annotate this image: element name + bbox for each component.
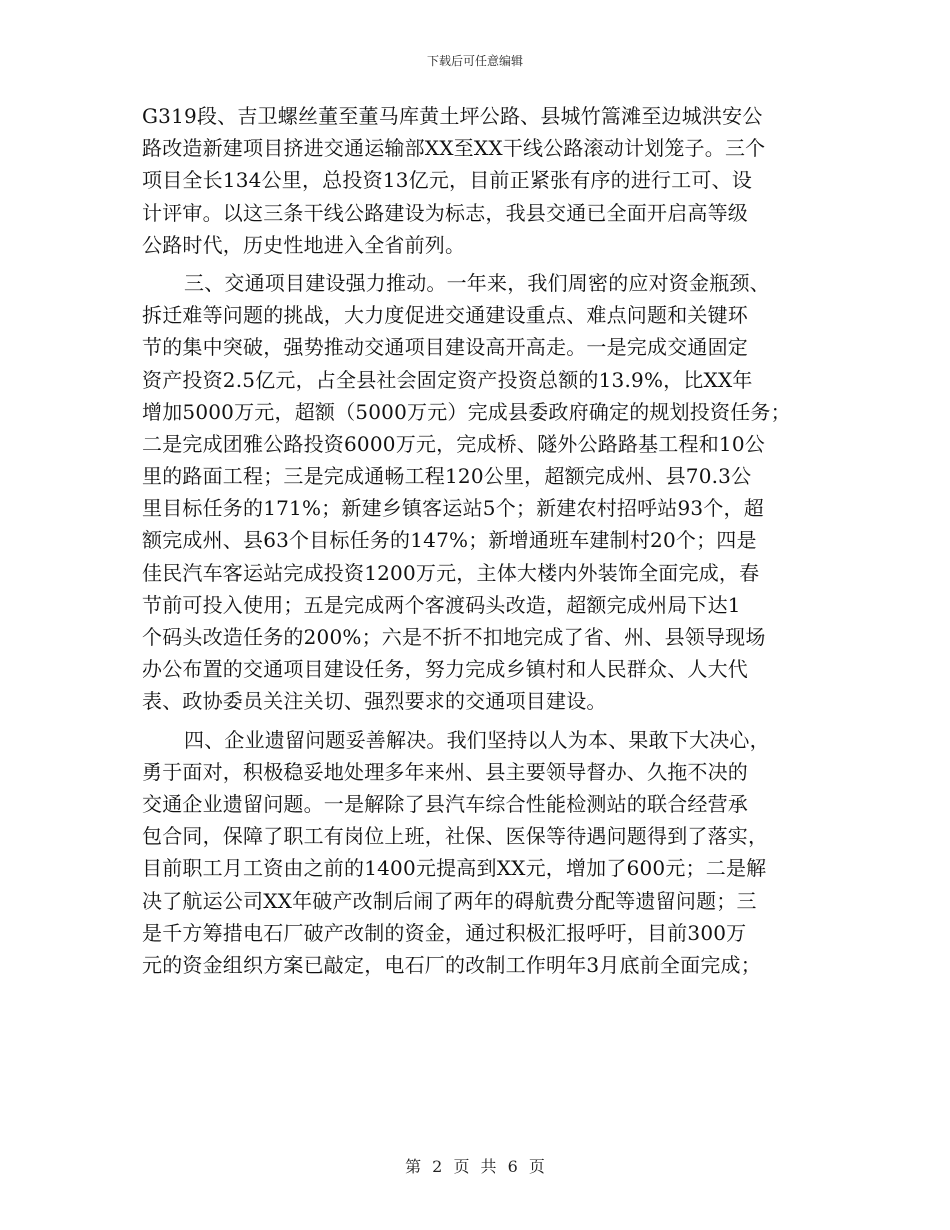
text-line: 元的资金组织方案已敲定，电石厂的改制工作明年3月底前全面完成； (142, 952, 761, 977)
page-number-footer: 第 2 页 共 6 页 (405, 1157, 545, 1176)
text-line: 计评审。以这三条干线公路建设为标志，我县交通已全面开启高等级 (142, 200, 748, 225)
text-line: 二是完成团雅公路投资6000万元，完成桥、隧外公路路基工程和10公 (142, 431, 765, 456)
text-line: 路改造新建项目挤进交通运输部XX至XX干线公路滚动计划笼子。三个 (142, 136, 766, 161)
text-line: 佳民汽车客运站完成投资1200万元，主体大楼内外装饰全面完成，春 (142, 560, 760, 585)
text-line: 个码头改造任务的200%；六是不折不扣地完成了省、州、县领导现场 (142, 625, 766, 649)
text-line: G319段、吉卫螺丝董至董马库黄土坪公路、县城竹篙滩至边城洪安公 (142, 104, 763, 128)
text-line: 勇于面对，积极稳妥地处理多年来州、县主要领导督办、久拖不决的 (142, 759, 748, 784)
text-line: 拆迁难等问题的挑战，大力度促进交通建设重点、难点问题和关键环 (142, 303, 748, 328)
text-line: 项目全长134公里，总投资13亿元，目前正紧张有序的进行工可、设 (142, 168, 753, 193)
text-line: 里目标任务的171%；新建乡镇客运站5个；新建农村招呼站93个，超 (142, 496, 764, 521)
text-line: 是千方筹措电石厂破产改制的资金，通过积极汇报呼吁，目前300万 (142, 920, 747, 945)
paragraph-start-line: 三、交通项目建设强力推动。一年来，我们周密的应对资金瓶颈、 (184, 270, 770, 295)
text-line: 增加5000万元，超额（5000万元）完成县委政府确定的规划投资任务； (142, 399, 791, 424)
text-line: 额完成州、县63个目标任务的147%；新增通班车建制村20个；四是 (142, 528, 757, 553)
text-line: 包合同，保障了职工有岗位上班，社保、医保等待遇问题得到了落实， (142, 824, 769, 849)
text-line: 资产投资2.5亿元，占全县社会固定资产投资总额的13.9%，比XX年 (142, 367, 753, 392)
text-line: 节前可投入使用；五是完成两个客渡码头改造，超额完成州局下达1 (142, 592, 741, 617)
page-header-note: 下载后可任意编辑 (426, 54, 523, 68)
text-line: 决了航运公司XX年破产改制后闹了两年的碍航费分配等遗留问题；三 (142, 888, 757, 913)
text-line: 办公布置的交通项目建设任务，努力完成乡镇村和人民群众、人大代 (142, 657, 748, 682)
document-body (142, 100, 812, 981)
text-line: 公路时代，历史性地进入全省前列。 (142, 232, 466, 257)
text-line: 表、政协委员关注关切、强烈要求的交通项目建设。 (142, 689, 607, 714)
text-line: 交通企业遗留问题。一是解除了县汽车综合性能检测站的联合经营承 (142, 791, 748, 816)
text-line: 节的集中突破，强势推动交通项目建设高开高走。一是完成交通固定 (142, 335, 748, 360)
paragraph-start-line: 四、企业遗留问题妥善解决。我们坚持以人为本、果敢下大决心， (184, 727, 770, 752)
text-line: 里的路面工程；三是完成通畅工程120公里，超额完成州、县70.3公 (142, 464, 752, 489)
text-line: 目前职工月工资由之前的1400元提高到XX元，增加了600元；二是解 (142, 856, 767, 881)
